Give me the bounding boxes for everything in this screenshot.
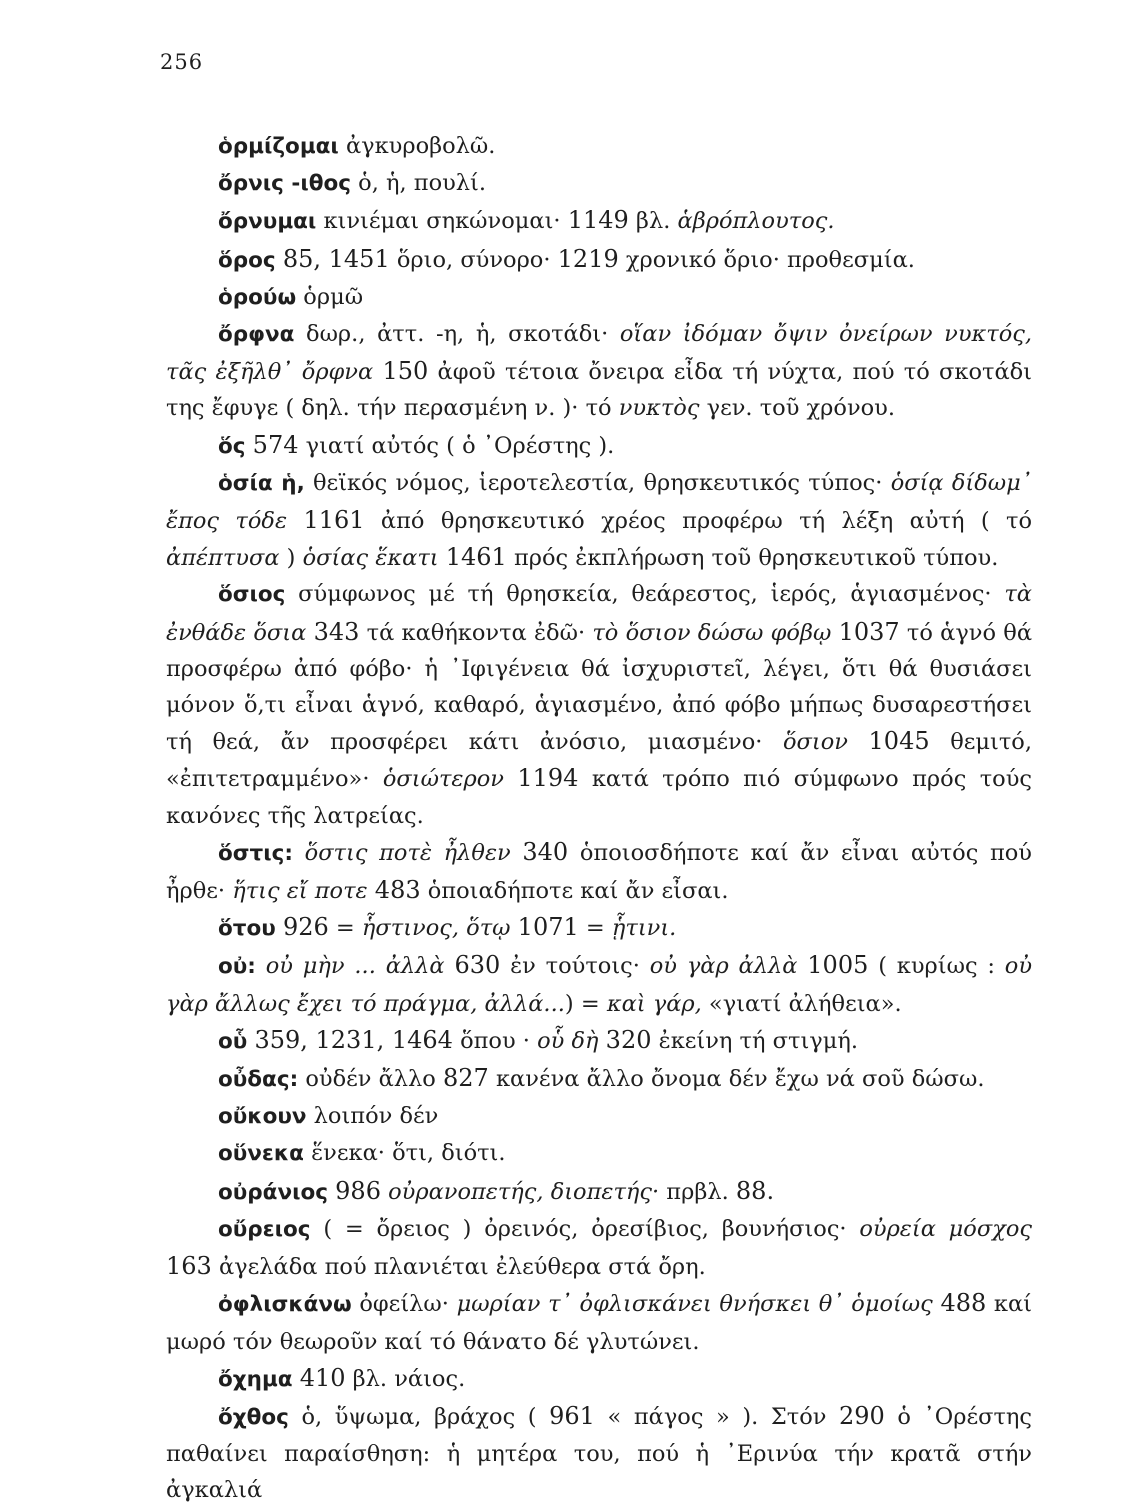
definition-text: ὅριο, σύνορο· [389, 246, 558, 273]
definition-text: ( κυρίως : [868, 953, 1005, 980]
definition-text: βλ. νάιος. [345, 1365, 466, 1392]
definition-text [256, 953, 266, 979]
definition-text: ὁποιοσδήποτε καί ἄν εἶναι αὐτός πού ἦρθε· [166, 839, 1032, 905]
definition-text [848, 729, 869, 755]
entry-headword: οὖδας: [218, 1067, 299, 1093]
quoted-text: ὅστις ποτὲ ἦλθεν [304, 839, 511, 866]
definition-text: πρός ἐκπλήρωση τοῦ θρησκευτικοῦ τύπου. [506, 545, 999, 572]
definition-text [599, 1028, 606, 1054]
glossary-entry [166, 128, 1032, 165]
definition-text: βλ. [628, 208, 678, 235]
line-reference: 1461 [445, 543, 507, 572]
line-reference: 926 [282, 913, 329, 942]
glossary-entry [166, 947, 1032, 1021]
definition-text: ὁ, ὕψωμα, βράχος ( [288, 1403, 550, 1430]
glossary-entry [166, 241, 1032, 279]
glossary-entry [166, 1398, 1032, 1509]
glossary-entry [166, 279, 1032, 316]
entry-headword: ὅς [218, 433, 246, 459]
line-reference: 986 [335, 1176, 381, 1205]
definition-text: καί μωρό τόν θεωροῦν καί τό θάνατο δέ γλυτώνει. [166, 1291, 1032, 1355]
line-reference: 343 [313, 617, 360, 646]
line-reference: 290 [839, 1401, 885, 1430]
definition-text: τά καθήκοντα ἐδῶ· [359, 619, 593, 646]
glossary-entry [166, 1360, 1032, 1398]
definition-text: ( = ὄρειος ) ὀρεινός, ὀρεσίβιος, βουνήσιος· [310, 1215, 860, 1242]
entry-headword: ὄχημα [218, 1366, 293, 1392]
definition-text [287, 508, 303, 534]
quoted-text: ὁσίᾳ δίδωμ᾿ ἔπος τόδε [166, 469, 1033, 535]
entry-headword: οὔρειος [218, 1216, 311, 1242]
definition-text: ὀφείλω· [351, 1291, 457, 1318]
definition-text: χρονικό ὅριο· προθεσμία. [618, 246, 915, 273]
entry-headword: ὄρφνα [218, 322, 295, 348]
entry-headword: ὅρος [218, 247, 276, 273]
quoted-text: τὰ ἐνθάδε ὅσια [166, 581, 1032, 646]
glossary-column [166, 128, 1032, 1509]
definition-text: ) = [564, 990, 607, 1017]
glossary-entry [166, 427, 1032, 465]
definition-text: γεν. τοῦ χρόνου. [699, 395, 895, 422]
entry-headword: ὁρμίζομαι [218, 134, 339, 159]
definition-text [290, 991, 297, 1017]
definition-text: ἀγκυροβολῶ. [338, 133, 496, 159]
entry-headword: ὁρούω [218, 284, 297, 310]
quoted-text: οὐ γὰρ ἄλλως [166, 953, 1033, 1017]
entry-headword: ὅσιος [218, 582, 286, 608]
quoted-text: ἁβρόπλουτος. [677, 208, 835, 235]
line-reference: 488 [940, 1289, 987, 1318]
definition-text: κατά τρόπο πιό σύμφωνο πρός τούς κανόνες τῆς λατρείας. [166, 766, 1032, 829]
entry-headword: ὅστις: [218, 840, 293, 866]
quoted-text: οὗ δὴ [537, 1027, 599, 1054]
quoted-text: ὁσίας ἕκατι [302, 545, 439, 572]
quoted-text: οὐρεία μόσχος [859, 1215, 1032, 1242]
definition-text: ἐν τούτοις· [500, 953, 650, 980]
quoted-text: ὁσιώτερον [382, 766, 504, 793]
entry-headword: οὐράνιος [218, 1179, 328, 1205]
definition-text: ὁ, ἡ, πουλί. [351, 170, 487, 197]
definition-text: θεϊκός νόμος, ἱεροτελεστία, θρησκευτικός τύπος· [304, 469, 891, 496]
glossary-entry [166, 1173, 1032, 1211]
line-reference: 410 [299, 1363, 346, 1392]
definition-text [306, 620, 313, 646]
definition-text [276, 915, 283, 941]
line-reference: 1149 [567, 206, 629, 235]
quoted-text: μωρίαν τ᾿ ὀφλισκάνει θνήσκει θ᾿ ὁμοίως [456, 1291, 933, 1318]
line-reference: 1194 [517, 764, 579, 793]
definition-text: ὁποιαδήποτε καί ἄν εἶσαι. [420, 878, 729, 905]
definition-text: ὁρμῶ [296, 283, 364, 310]
glossary-entry [166, 1060, 1032, 1098]
definition-text: ) [279, 545, 303, 572]
line-reference: 574 [252, 430, 299, 459]
line-reference: 1071 [517, 913, 579, 942]
entry-headword: οὗ [218, 1028, 248, 1054]
line-reference: 1219 [557, 244, 619, 273]
line-reference: 1161 [303, 506, 365, 535]
glossary-entry [166, 316, 1032, 427]
glossary-entry [166, 1022, 1032, 1060]
definition-text: ὁ ᾿Ορέστης παθαίνει παραίσθηση: ἡ μητέρα του, πού ἡ ᾿Ερινύα τήν κρατᾶ στήν ἀγκαλιά [166, 1403, 1032, 1504]
quoted-text: ἧστινος, ὅτῳ [361, 915, 511, 942]
line-reference: 483 [374, 876, 421, 905]
definition-text [797, 953, 807, 979]
definition-text: θεμιτό, «ἐπιτετραμμένο»· [166, 729, 1032, 793]
definition-text: πρβλ. [659, 1178, 736, 1205]
line-reference: 85, 1451 [282, 244, 390, 273]
glossary-entry [166, 1285, 1032, 1359]
definition-text: ἕνεκα· ὅτι, διότι. [303, 1140, 506, 1167]
definition-text: τό ἁγνό θά προσφέρω ἀπό φόβο· ἡ ᾿Ιφιγένεια θά ἰσχυριστεῖ, λέγει, ὅτι θά θυσιάσει μόνον ὅ,τι εἶναι ἁγνό, καθαρό, ἁγιασμένο, ἀπό φόβο μήπως δυσαρεστήσει τή θεά, ἄν προσφέρει κάτι ἀνόσιο, μιασμένο· [166, 619, 1033, 756]
entry-headword: ὁσία ἡ, [218, 470, 305, 496]
line-reference: 150 [382, 357, 429, 386]
entry-headword: οὔκουν [218, 1104, 307, 1130]
glossary-entry [166, 909, 1032, 947]
quoted-text: ὅσιον [782, 729, 848, 756]
glossary-entry [166, 465, 1032, 577]
definition-text: κανένα ἄλλο ὄνομα δέν ἔχω νά σοῦ δώσω. [488, 1066, 985, 1093]
definition-text: οὐδέν ἄλλο [298, 1066, 444, 1093]
glossary-entry [166, 1211, 1032, 1285]
definition-text [368, 878, 375, 904]
line-reference: 320 [605, 1025, 652, 1054]
definition-text: ἀφοῦ τέτοια ὄνειρα εἶδα τή νύχτα, πού τό σκοτάδι της ἔφυγε ( δηλ. τήν περασμένη ν. )· τό [166, 359, 1033, 422]
glossary-entry [166, 165, 1032, 202]
definition-text [504, 766, 517, 792]
quoted-text: οἵαν ἰδόμαν ὄψιν ὀνείρων νυκτός, τᾶς ἐξῆλθ᾿ ὄρφνα [166, 321, 1033, 386]
definition-text: ὅπου · [452, 1027, 538, 1054]
quoted-text: ᾗτινι. [611, 915, 677, 942]
quoted-text: οὐ γὰρ ἀλλὰ [649, 953, 798, 980]
glossary-entry [166, 202, 1032, 240]
line-reference: 1037 [838, 617, 900, 646]
definition-text [439, 545, 446, 571]
entry-headword: ὅτου [218, 916, 276, 942]
quoted-text: ἀπέπτυσα [166, 545, 280, 572]
glossary-entry [166, 1135, 1032, 1172]
entry-headword: οὐ: [218, 954, 256, 980]
definition-text: ἐκείνη τή στιγμή. [651, 1027, 858, 1054]
entry-headword: ὄχθος [218, 1404, 289, 1430]
glossary-entry [166, 576, 1032, 833]
definition-text: = [578, 915, 612, 942]
definition-text [293, 840, 305, 866]
definition-text [511, 840, 523, 866]
definition-text [246, 433, 253, 459]
quoted-text: καὶ γάρ, [606, 990, 702, 1017]
quoted-text: νυκτὸς [618, 395, 700, 422]
page-number: 256 [160, 50, 204, 74]
definition-text: κινιέμαι σηκώνομαι· [316, 208, 568, 235]
line-reference: 961 [549, 1401, 595, 1430]
definition-text [831, 620, 838, 646]
quoted-text: ἔχει τό πράγμα, ἀλλά... [296, 990, 565, 1017]
quoted-text: ἥτις εἴ ποτε [232, 878, 368, 905]
line-reference: 827 [443, 1064, 489, 1093]
definition-text: « πάγος » ). Στόν [594, 1403, 840, 1430]
line-reference: 630 [454, 951, 501, 980]
definition-text: ἀπό θρησκευτικό χρέος προφέρω τή λέξη αὐτή ( τό [364, 508, 1033, 535]
line-reference: 340 [522, 837, 569, 866]
quoted-text: οὐ μὴν ... ἀλλὰ [265, 953, 445, 980]
line-reference: 1045 [868, 727, 930, 756]
quoted-text: τὸ ὅσιον δώσω φόβῳ [592, 619, 832, 646]
line-reference: 163 [166, 1252, 212, 1281]
definition-text [276, 247, 283, 273]
entry-headword: ὀφλισκάνω [218, 1292, 352, 1318]
entry-headword: οὕνεκα [218, 1141, 304, 1167]
definition-text: δωρ., ἀττ. -η, ἡ, σκοτάδι· [294, 321, 620, 348]
line-reference: 88. [735, 1176, 775, 1205]
definition-text: σύμφωνος μέ τή θρησκεία, θεάρεστος, ἱερός, ἁγιασμένος· [285, 581, 1005, 608]
definition-text: ἀγελάδα πού πλανιέται ἐλεύθερα στά ὄρη. [211, 1254, 706, 1281]
entry-headword: ὄρνις -ιθος [218, 171, 351, 197]
definition-text: = [328, 915, 362, 942]
definition-text [511, 915, 518, 941]
line-reference: 359, 1231, 1464 [254, 1025, 453, 1054]
entry-headword: ὄρνυμαι [218, 209, 317, 235]
definition-text [293, 1366, 300, 1392]
definition-text [445, 953, 455, 979]
glossary-entry [166, 834, 1032, 909]
line-reference: 1005 [807, 951, 869, 980]
glossary-entry [166, 1098, 1032, 1135]
definition-text: γιατί αὐτός ( ὁ ᾿Ορέστης ). [298, 432, 615, 459]
definition-text: λοιπόν δέν [306, 1103, 439, 1130]
definition-text: «γιατί ἀλήθεια». [701, 990, 902, 1017]
quoted-text: οὐρανοπετής, διοπετής· [388, 1178, 660, 1205]
